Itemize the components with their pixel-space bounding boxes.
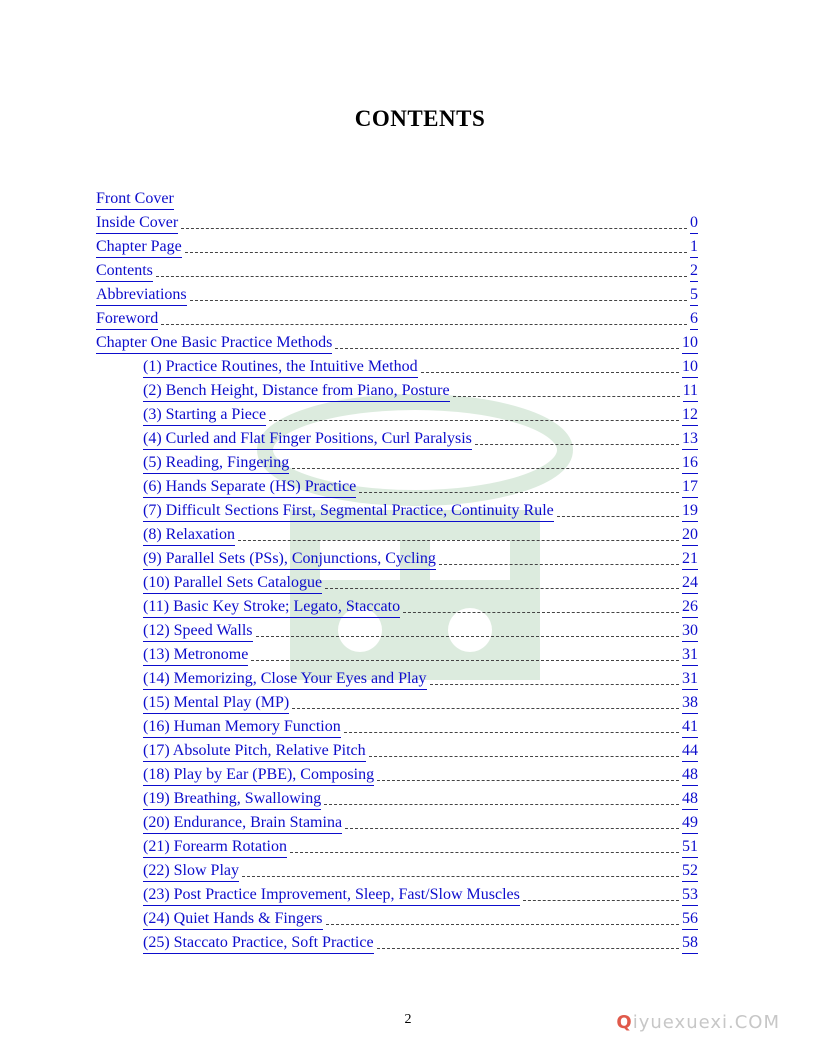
toc-leader <box>325 587 679 589</box>
toc-leader <box>324 803 679 805</box>
toc-entry[interactable] <box>96 258 698 282</box>
toc-entry[interactable] <box>96 618 698 642</box>
toc-entry-page[interactable]: 5 <box>690 286 698 306</box>
toc-leader <box>475 443 679 445</box>
toc-leader <box>256 635 679 637</box>
toc-entry-page[interactable]: 48 <box>682 790 698 810</box>
toc-leader <box>359 491 679 493</box>
toc-leader <box>238 539 679 541</box>
toc-entry-label[interactable]: (1) Practice Routines, the Intuitive Method <box>143 358 418 378</box>
toc-entry-page[interactable]: 12 <box>682 406 698 426</box>
toc-entry-label[interactable]: Contents <box>96 262 153 282</box>
toc-entry-label[interactable]: (7) Difficult Sections First, Segmental Practice, Continuity Rule <box>143 502 554 522</box>
toc-entry-label[interactable]: (5) Reading, Fingering <box>143 454 289 474</box>
toc-entry[interactable] <box>96 690 698 714</box>
toc-entry-label[interactable]: (17) Absolute Pitch, Relative Pitch <box>143 742 366 762</box>
toc-entry[interactable] <box>96 786 698 810</box>
toc-entry[interactable] <box>96 834 698 858</box>
toc-leader <box>421 371 679 373</box>
toc-entry[interactable] <box>96 474 698 498</box>
toc-entry-page[interactable]: 21 <box>682 550 698 570</box>
table-of-contents <box>96 186 698 954</box>
toc-entry-page[interactable]: 19 <box>682 502 698 522</box>
watermark-brand-rest: iyuexuexi.COM <box>632 1012 780 1033</box>
toc-entry-label[interactable]: (18) Play by Ear (PBE), Composing <box>143 766 374 786</box>
toc-entry-page[interactable]: 44 <box>682 742 698 762</box>
toc-entry-label[interactable]: (8) Relaxation <box>143 526 235 546</box>
toc-entry[interactable] <box>96 378 698 402</box>
toc-entry-page[interactable]: 48 <box>682 766 698 786</box>
toc-entry-label[interactable]: (6) Hands Separate (HS) Practice <box>143 478 356 498</box>
toc-entry-page[interactable]: 2 <box>690 262 698 282</box>
toc-entry-label[interactable]: (24) Quiet Hands & Fingers <box>143 910 323 930</box>
toc-entry-label[interactable]: (10) Parallel Sets Catalogue <box>143 574 322 594</box>
toc-leader <box>403 611 679 613</box>
toc-entry-page[interactable]: 13 <box>682 430 698 450</box>
toc-entry-label[interactable]: Chapter Page <box>96 238 182 258</box>
toc-leader <box>242 875 679 877</box>
toc-entry[interactable] <box>96 930 698 954</box>
toc-entry-page[interactable]: 16 <box>682 454 698 474</box>
toc-entry-label[interactable]: (19) Breathing, Swallowing <box>143 790 321 810</box>
toc-entry-label[interactable]: Front Cover <box>96 190 174 210</box>
toc-entry-page[interactable]: 38 <box>682 694 698 714</box>
toc-entry[interactable] <box>96 666 698 690</box>
toc-entry-page[interactable]: 26 <box>682 598 698 618</box>
toc-entry[interactable] <box>96 306 698 330</box>
toc-leader <box>326 923 679 925</box>
toc-entry[interactable] <box>96 858 698 882</box>
toc-entry[interactable] <box>96 402 698 426</box>
toc-entry-page[interactable]: 31 <box>682 646 698 666</box>
page-title: CONTENTS <box>354 106 486 131</box>
toc-leader <box>185 251 687 253</box>
toc-leader <box>292 467 679 469</box>
toc-entry-label[interactable]: (25) Staccato Practice, Soft Practice <box>143 934 374 954</box>
toc-leader <box>439 563 679 565</box>
toc-entry-page[interactable]: 1 <box>690 238 698 258</box>
toc-entry-page[interactable]: 0 <box>690 214 698 234</box>
toc-entry-page[interactable]: 58 <box>682 934 698 954</box>
toc-entry[interactable] <box>96 594 698 618</box>
toc-leader <box>292 707 679 709</box>
toc-entry-label[interactable]: Chapter One Basic Practice Methods <box>96 334 332 354</box>
toc-entry[interactable] <box>96 282 698 306</box>
toc-entry-page[interactable]: 10 <box>682 334 698 354</box>
toc-entry[interactable] <box>96 738 698 762</box>
toc-entry[interactable] <box>96 330 698 354</box>
toc-entry-label[interactable]: (3) Starting a Piece <box>143 406 266 426</box>
toc-leader <box>430 683 679 685</box>
toc-leader <box>335 347 679 349</box>
toc-leader <box>557 515 679 517</box>
toc-entry-label[interactable]: (2) Bench Height, Distance from Piano, Posture <box>143 382 450 402</box>
watermark-text <box>616 1012 780 1033</box>
toc-entry-page[interactable]: 52 <box>682 862 698 882</box>
toc-entry-page[interactable]: 11 <box>683 382 698 402</box>
toc-entry-label[interactable]: (20) Endurance, Brain Stamina <box>143 814 342 834</box>
toc-entry-label[interactable]: Abbreviations <box>96 286 187 306</box>
toc-entry[interactable] <box>96 234 698 258</box>
toc-entry-label[interactable]: (23) Post Practice Improvement, Sleep, Fast/Slow Muscles <box>143 886 520 906</box>
toc-entry-label[interactable]: (16) Human Memory Function <box>143 718 341 738</box>
toc-leader <box>523 899 679 901</box>
toc-entry[interactable] <box>96 762 698 786</box>
toc-entry-page[interactable]: 31 <box>682 670 698 690</box>
toc-leader <box>181 227 687 229</box>
toc-entry[interactable] <box>96 498 698 522</box>
toc-leader <box>190 299 687 301</box>
toc-entry-label[interactable]: (9) Parallel Sets (PSs), Conjunctions, Cycling <box>143 550 436 570</box>
toc-entry-label[interactable]: (22) Slow Play <box>143 862 239 882</box>
toc-entry-page[interactable]: 6 <box>690 310 698 330</box>
toc-entry[interactable] <box>96 642 698 666</box>
toc-entry-page[interactable]: 41 <box>682 718 698 738</box>
toc-leader <box>377 779 679 781</box>
toc-entry[interactable] <box>96 450 698 474</box>
toc-entry-label[interactable]: (14) Memorizing, Close Your Eyes and Play <box>143 670 427 690</box>
toc-entry-page[interactable]: 24 <box>682 574 698 594</box>
toc-entry[interactable] <box>96 546 698 570</box>
toc-entry[interactable] <box>96 714 698 738</box>
toc-entry[interactable] <box>96 570 698 594</box>
toc-entry-label[interactable]: Inside Cover <box>96 214 178 234</box>
page-number: 2 <box>404 1012 412 1027</box>
toc-entry-page[interactable]: 10 <box>682 358 698 378</box>
toc-leader <box>377 947 679 949</box>
toc-entry-page[interactable]: 56 <box>682 910 698 930</box>
toc-entry-label[interactable]: (13) Metronome <box>143 646 248 666</box>
toc-entry[interactable] <box>96 522 698 546</box>
toc-leader <box>161 323 687 325</box>
toc-leader <box>156 275 687 277</box>
toc-leader <box>345 827 679 829</box>
toc-leader <box>344 731 679 733</box>
toc-entry-page[interactable]: 17 <box>682 478 698 498</box>
toc-leader <box>251 659 679 661</box>
toc-entry[interactable] <box>96 354 698 378</box>
toc-entry-label[interactable]: (21) Forearm Rotation <box>143 838 287 858</box>
toc-leader <box>369 755 679 757</box>
toc-leader <box>453 395 680 397</box>
toc-entry[interactable] <box>96 426 698 450</box>
toc-entry[interactable] <box>96 186 698 210</box>
toc-entry-page[interactable]: 51 <box>682 838 698 858</box>
toc-entry-label[interactable]: (4) Curled and Flat Finger Positions, Curl Paralysis <box>143 430 472 450</box>
toc-entry[interactable] <box>96 810 698 834</box>
toc-entry-label[interactable]: (11) Basic Key Stroke; Legato, Staccato <box>143 598 400 618</box>
toc-entry-page[interactable]: 53 <box>682 886 698 906</box>
toc-entry-page[interactable]: 30 <box>682 622 698 642</box>
toc-entry-label[interactable]: (15) Mental Play (MP) <box>143 694 289 714</box>
toc-entry-page[interactable]: 20 <box>682 526 698 546</box>
toc-entry[interactable] <box>96 210 698 234</box>
toc-entry[interactable] <box>96 882 698 906</box>
toc-leader <box>269 419 679 421</box>
watermark-brand-q: Q <box>616 1012 633 1033</box>
toc-entry-label[interactable]: (12) Speed Walls <box>143 622 253 642</box>
toc-entry-label[interactable]: Foreword <box>96 310 158 330</box>
toc-leader <box>290 851 679 853</box>
toc-entry-page[interactable]: 49 <box>682 814 698 834</box>
toc-entry[interactable] <box>96 906 698 930</box>
